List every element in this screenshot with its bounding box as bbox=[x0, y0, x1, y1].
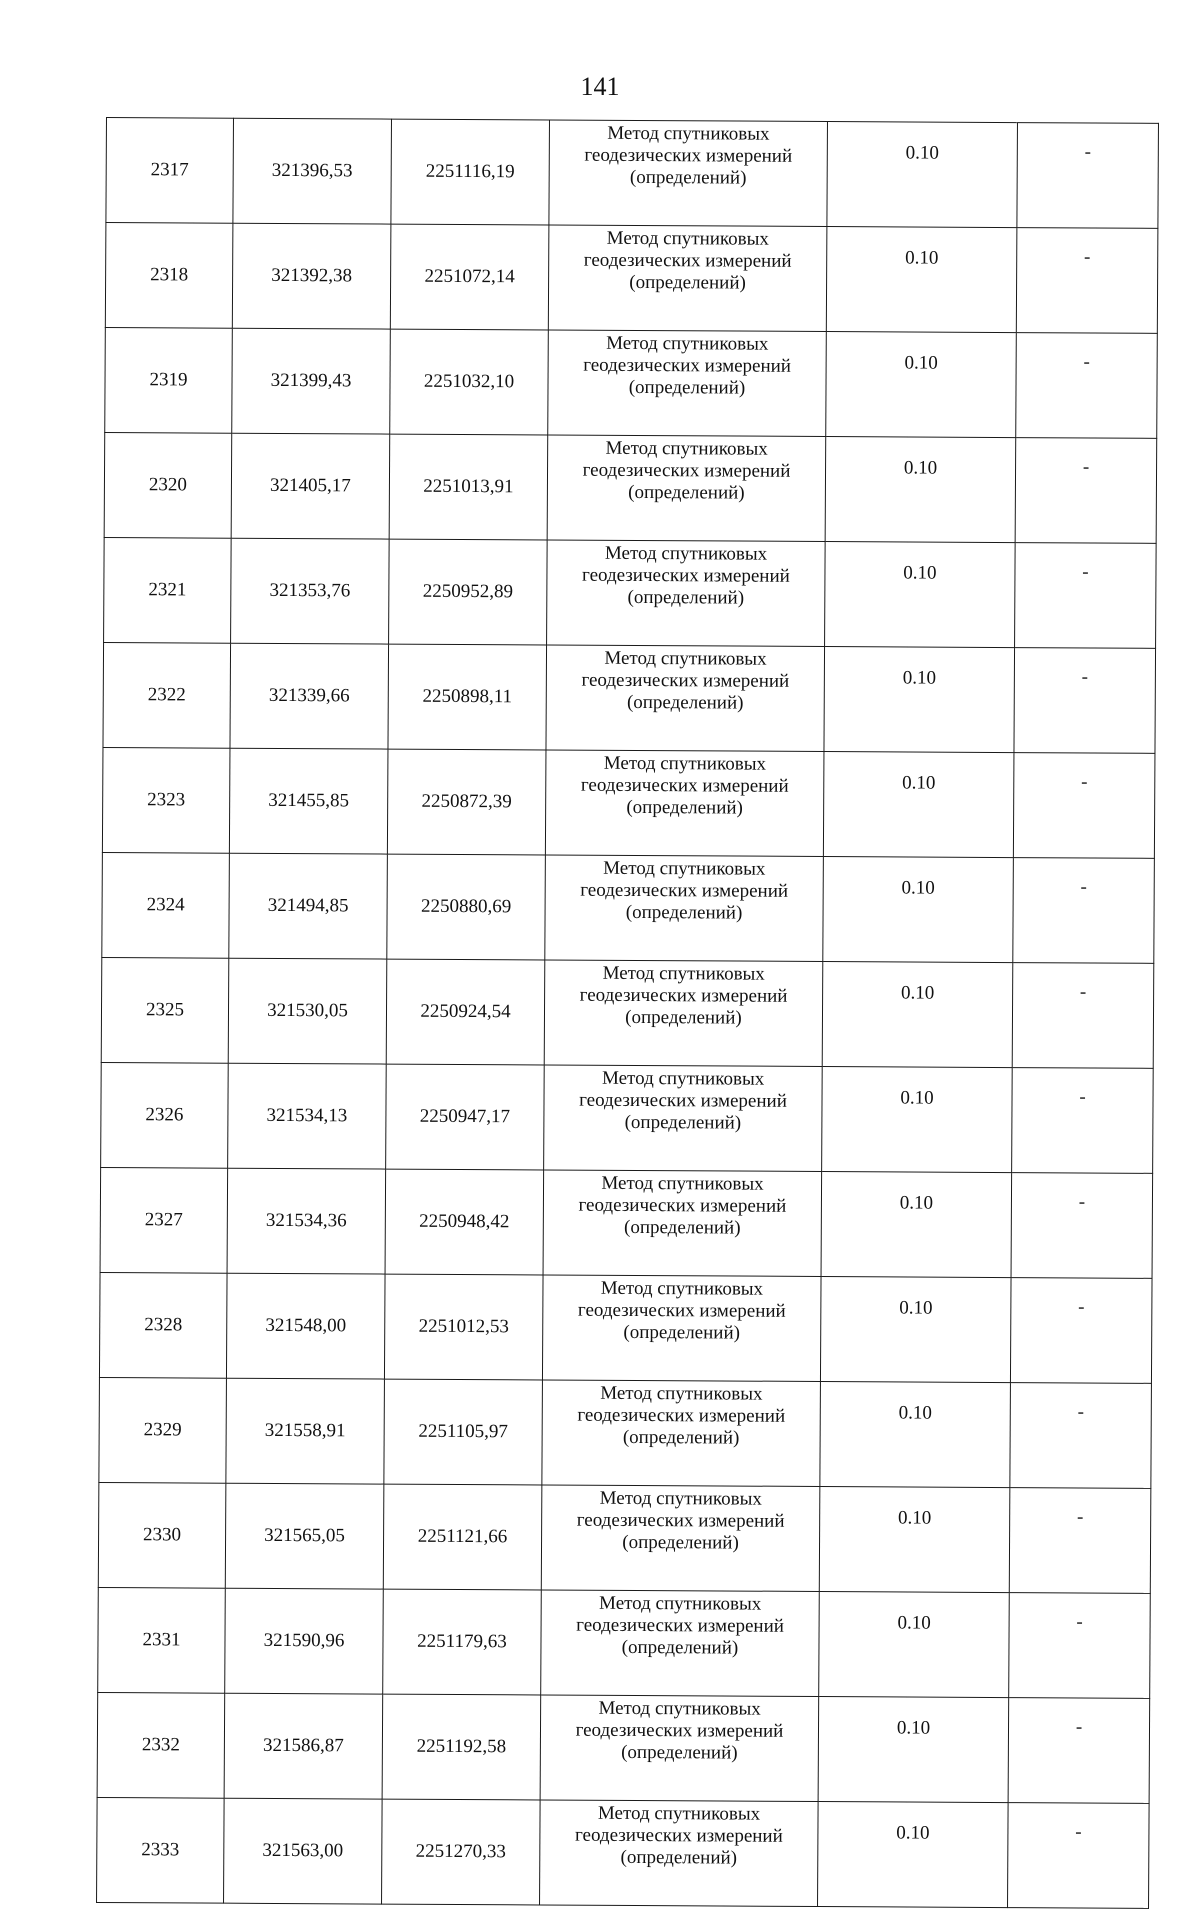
x-coordinate-cell: 321339,66 bbox=[230, 643, 389, 749]
method-text-line: (определений) bbox=[627, 586, 745, 609]
method-text-line: (определений) bbox=[622, 1531, 739, 1554]
description-cell: - bbox=[1008, 1803, 1150, 1909]
method-text-line: геодезических измерений bbox=[575, 1719, 784, 1742]
method-text-line: (определений) bbox=[623, 1216, 741, 1239]
description-cell: - bbox=[1011, 1173, 1153, 1279]
method-text-line: Метод спутниковых bbox=[599, 1487, 762, 1510]
point-number-cell: 2331 bbox=[98, 1587, 226, 1693]
x-coordinate-cell: 321563,00 bbox=[224, 1798, 383, 1904]
x-coordinate-cell: 321590,96 bbox=[225, 1588, 384, 1694]
point-number-cell: 2333 bbox=[97, 1797, 225, 1903]
accuracy-cell: 0.10 bbox=[819, 1592, 1010, 1698]
method-text-line: Метод спутниковых bbox=[606, 227, 770, 250]
method-text-line: геодезических измерений bbox=[577, 1404, 786, 1427]
method-cell bbox=[540, 1800, 819, 1907]
accuracy-cell: 0.10 bbox=[818, 1697, 1009, 1803]
description-cell: - bbox=[1008, 1698, 1150, 1804]
accuracy-cell: 0.10 bbox=[821, 1172, 1012, 1278]
accuracy-cell: 0.10 bbox=[818, 1802, 1009, 1908]
table-row bbox=[99, 1272, 1152, 1383]
point-number-cell: 2329 bbox=[99, 1377, 227, 1483]
method-cell bbox=[542, 1380, 821, 1487]
description-cell: - bbox=[1014, 648, 1156, 754]
method-text-line: геодезических измерений bbox=[583, 249, 792, 272]
table-row bbox=[102, 852, 1155, 963]
method-text-line: (определений) bbox=[628, 481, 745, 504]
method-text-line: (определений) bbox=[621, 1636, 739, 1659]
table-row bbox=[100, 1167, 1153, 1278]
point-number-cell: 2327 bbox=[100, 1167, 228, 1273]
y-coordinate-cell: 2251121,66 bbox=[383, 1484, 542, 1590]
coordinates-table bbox=[96, 117, 1159, 1909]
accuracy-cell: 0.10 bbox=[820, 1277, 1011, 1383]
method-text-line: Метод спутниковых bbox=[601, 1067, 765, 1090]
method-text-line: геодезических измерений bbox=[580, 774, 789, 797]
description-cell: - bbox=[1009, 1593, 1151, 1699]
table-row bbox=[103, 642, 1156, 753]
y-coordinate-cell: 2251116,19 bbox=[391, 119, 550, 225]
point-number-cell: 2323 bbox=[102, 747, 230, 853]
y-coordinate-cell: 2251179,63 bbox=[383, 1589, 542, 1695]
method-cell bbox=[544, 960, 823, 1067]
method-text-line: геодезических измерений bbox=[581, 564, 790, 587]
x-coordinate-cell: 321534,36 bbox=[227, 1168, 386, 1274]
table-row bbox=[97, 1797, 1150, 1908]
method-text-line: (определений) bbox=[629, 166, 747, 189]
description-cell: - bbox=[1012, 963, 1154, 1069]
method-cell bbox=[543, 1170, 822, 1277]
accuracy-cell: 0.10 bbox=[827, 122, 1018, 228]
x-coordinate-cell: 321494,85 bbox=[229, 853, 388, 959]
page-number: 141 bbox=[580, 72, 620, 101]
method-cell bbox=[549, 120, 828, 227]
method-text-line: геодезических измерений bbox=[580, 879, 789, 902]
x-coordinate-cell: 321558,91 bbox=[226, 1378, 385, 1484]
x-coordinate-cell: 321405,17 bbox=[231, 433, 390, 539]
y-coordinate-cell: 2250898,11 bbox=[388, 644, 547, 750]
accuracy-cell: 0.10 bbox=[820, 1382, 1011, 1488]
method-text-line: (определений) bbox=[625, 901, 743, 924]
y-coordinate-cell: 2250880,69 bbox=[387, 854, 546, 960]
method-text-line: геодезических измерений bbox=[579, 1089, 787, 1112]
method-text-line: геодезических измерений bbox=[579, 984, 788, 1007]
accuracy-cell: 0.10 bbox=[825, 437, 1016, 543]
y-coordinate-cell: 2251192,58 bbox=[382, 1694, 541, 1800]
point-number-cell: 2326 bbox=[101, 1062, 229, 1168]
method-text-line: (определений) bbox=[621, 1741, 738, 1764]
method-text-line: Метод спутниковых bbox=[607, 122, 770, 145]
x-coordinate-cell: 321392,38 bbox=[232, 223, 391, 329]
table-row bbox=[104, 537, 1157, 648]
method-cell bbox=[545, 750, 824, 857]
x-coordinate-cell: 321565,05 bbox=[225, 1483, 384, 1589]
accuracy-cell: 0.10 bbox=[822, 1067, 1013, 1173]
method-cell bbox=[540, 1695, 819, 1802]
table-row bbox=[105, 223, 1158, 334]
method-cell bbox=[541, 1590, 820, 1697]
table-row bbox=[102, 747, 1155, 858]
method-text-line: Метод спутниковых bbox=[598, 1697, 761, 1720]
method-text-line: (определений) bbox=[628, 376, 746, 399]
point-number-cell: 2321 bbox=[104, 537, 232, 643]
method-text-line: Метод спутниковых bbox=[600, 1277, 764, 1300]
x-coordinate-cell: 321399,43 bbox=[232, 328, 391, 434]
y-coordinate-cell: 2251105,97 bbox=[384, 1379, 543, 1485]
description-cell: - bbox=[1012, 1068, 1154, 1174]
accuracy-cell: 0.10 bbox=[823, 857, 1014, 963]
coordinates-table-body bbox=[97, 118, 1159, 1909]
method-text-line: (определений) bbox=[623, 1321, 741, 1344]
description-cell: - bbox=[1017, 123, 1159, 229]
table-row bbox=[101, 1062, 1154, 1173]
method-text-line: геодезических измерений bbox=[574, 1824, 783, 1847]
method-text-line: (определений) bbox=[625, 1006, 742, 1029]
x-coordinate-cell: 321586,87 bbox=[224, 1693, 383, 1799]
accuracy-cell: 0.10 bbox=[826, 332, 1017, 438]
method-text-line: Метод спутниковых bbox=[605, 437, 768, 460]
method-cell bbox=[547, 540, 826, 647]
accuracy-cell: 0.10 bbox=[824, 647, 1015, 753]
y-coordinate-cell: 2251012,53 bbox=[384, 1274, 543, 1380]
accuracy-cell: 0.10 bbox=[825, 542, 1016, 648]
accuracy-cell: 0.10 bbox=[823, 752, 1014, 858]
method-text-line: геодезических измерений bbox=[581, 669, 790, 692]
y-coordinate-cell: 2251013,91 bbox=[389, 434, 548, 540]
point-number-cell: 2330 bbox=[98, 1482, 226, 1588]
x-coordinate-cell: 321530,05 bbox=[228, 958, 387, 1064]
description-cell: - bbox=[1016, 228, 1158, 334]
method-text-line: Метод спутниковых bbox=[606, 332, 769, 355]
description-cell: - bbox=[1015, 543, 1157, 649]
point-number-cell: 2317 bbox=[106, 118, 234, 224]
description-cell: - bbox=[1009, 1488, 1151, 1594]
method-cell bbox=[547, 435, 826, 542]
table-row bbox=[104, 432, 1157, 543]
method-text-line: Метод спутниковых bbox=[604, 647, 767, 670]
method-text-line: геодезических измерений bbox=[584, 144, 793, 167]
y-coordinate-cell: 2250947,17 bbox=[386, 1064, 545, 1170]
method-text-line: (определений) bbox=[620, 1846, 738, 1869]
y-coordinate-cell: 2250872,39 bbox=[387, 749, 546, 855]
method-text-line: геодезических измерений bbox=[576, 1614, 785, 1637]
y-coordinate-cell: 2251072,14 bbox=[390, 224, 549, 330]
method-text-line: (определений) bbox=[626, 691, 744, 714]
method-text-line: Метод спутниковых bbox=[601, 1172, 764, 1195]
accuracy-cell: 0.10 bbox=[819, 1487, 1010, 1593]
point-number-cell: 2328 bbox=[99, 1272, 227, 1378]
y-coordinate-cell: 2250948,42 bbox=[385, 1169, 544, 1275]
method-text-line: геодезических измерений bbox=[577, 1299, 786, 1322]
description-cell: - bbox=[1016, 333, 1158, 439]
method-text-line: Метод спутниковых bbox=[603, 752, 767, 775]
y-coordinate-cell: 2251032,10 bbox=[390, 329, 549, 435]
method-text-line: (определений) bbox=[626, 796, 743, 819]
x-coordinate-cell: 321396,53 bbox=[233, 118, 392, 224]
method-text-line: (определений) bbox=[624, 1111, 742, 1134]
description-cell: - bbox=[1013, 858, 1155, 964]
y-coordinate-cell: 2250952,89 bbox=[389, 539, 548, 645]
description-cell: - bbox=[1013, 753, 1155, 859]
accuracy-cell: 0.10 bbox=[822, 962, 1013, 1068]
table-row bbox=[97, 1692, 1150, 1803]
method-text-line: Метод спутниковых bbox=[602, 962, 765, 985]
description-cell: - bbox=[1015, 438, 1157, 544]
table-row bbox=[101, 957, 1154, 1068]
method-text-line: Метод спутниковых bbox=[603, 857, 766, 880]
point-number-cell: 2332 bbox=[97, 1692, 225, 1798]
method-text-line: Метод спутниковых bbox=[597, 1802, 761, 1825]
point-number-cell: 2318 bbox=[105, 223, 233, 329]
description-cell: - bbox=[1010, 1278, 1152, 1384]
table-row bbox=[106, 118, 1159, 229]
method-text-line: Метод спутниковых bbox=[599, 1592, 762, 1615]
method-text-line: (определений) bbox=[622, 1426, 740, 1449]
x-coordinate-cell: 321548,00 bbox=[226, 1273, 385, 1379]
method-text-line: геодезических измерений bbox=[583, 354, 792, 377]
method-text-line: Метод спутниковых bbox=[600, 1382, 763, 1405]
table-row bbox=[98, 1587, 1151, 1698]
y-coordinate-cell: 2251270,33 bbox=[382, 1799, 541, 1905]
point-number-cell: 2325 bbox=[101, 957, 229, 1063]
table-row bbox=[99, 1377, 1152, 1488]
point-number-cell: 2322 bbox=[103, 642, 231, 748]
y-coordinate-cell: 2250924,54 bbox=[386, 959, 545, 1065]
x-coordinate-cell: 321455,85 bbox=[229, 748, 388, 854]
point-number-cell: 2320 bbox=[104, 432, 232, 538]
x-coordinate-cell: 321353,76 bbox=[231, 538, 390, 644]
method-cell bbox=[548, 330, 827, 437]
method-cell bbox=[541, 1485, 820, 1592]
point-number-cell: 2319 bbox=[105, 327, 233, 433]
method-text-line: (определений) bbox=[629, 271, 746, 294]
method-cell bbox=[544, 1065, 823, 1172]
method-cell bbox=[545, 855, 824, 962]
table-row bbox=[98, 1482, 1151, 1593]
method-text-line: геодезических измерений bbox=[576, 1509, 785, 1532]
method-cell bbox=[546, 645, 825, 752]
method-text-line: геодезических измерений bbox=[578, 1194, 787, 1217]
method-text-line: геодезических измерений bbox=[582, 459, 791, 482]
point-number-cell: 2324 bbox=[102, 852, 230, 958]
accuracy-cell: 0.10 bbox=[826, 227, 1017, 333]
description-cell: - bbox=[1010, 1383, 1152, 1489]
table-row bbox=[105, 327, 1158, 438]
method-text-line: Метод спутниковых bbox=[604, 542, 768, 565]
method-cell bbox=[542, 1275, 821, 1382]
x-coordinate-cell: 321534,13 bbox=[228, 1063, 387, 1169]
method-cell bbox=[548, 225, 827, 332]
